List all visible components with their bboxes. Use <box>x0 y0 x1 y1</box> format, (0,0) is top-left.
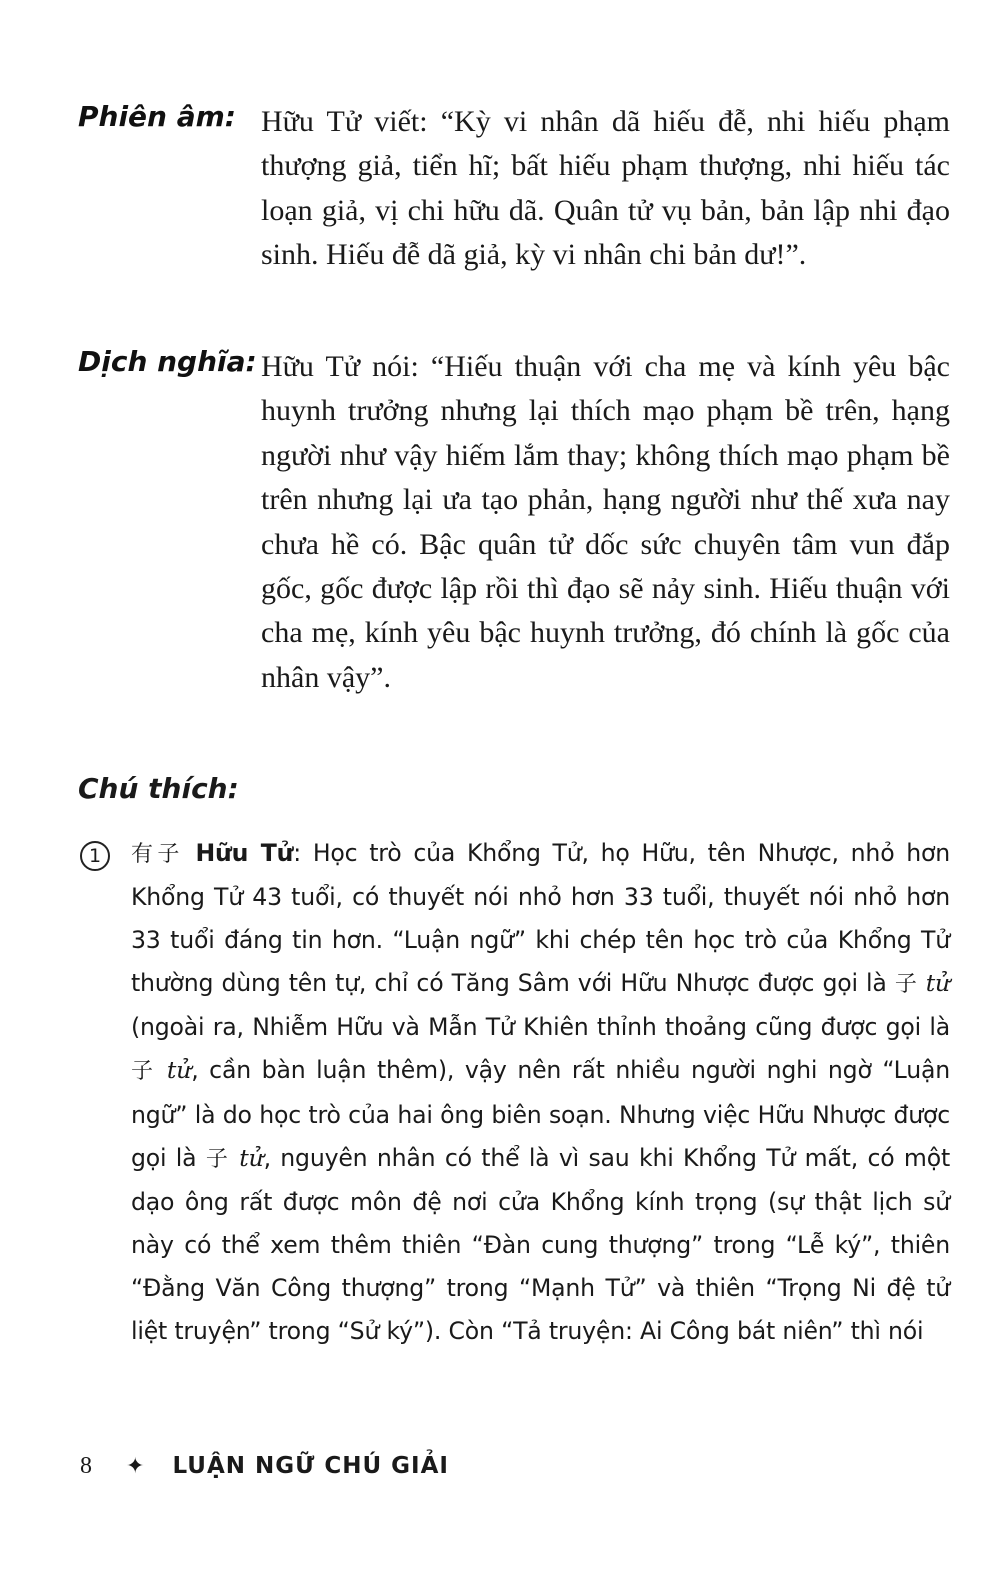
term-tu-italic: tử <box>166 1056 192 1085</box>
term-huu-tu: Hữu Tử <box>195 839 294 867</box>
han-character-zi: 子 <box>205 1146 230 1172</box>
footnote-number-circle: 1 <box>80 841 110 871</box>
dich-nghia-label: Dịch nghĩa: <box>78 345 257 378</box>
footnote-part-3: , cần bàn luận thêm), vậy nên rất nhiều người nghi ngờ “Luận ngữ” là do học trò của hai ông biên soạn. Nhưng việc Hữu Nhược được gọi là <box>131 1056 950 1172</box>
footnote-part-1: : Học trò của Khổng Tử, họ Hữu, tên Nhược, nhỏ hơn Khổng Tử 43 tuổi, có thuyết nói nhỏ hơn 33 tuổi, thuyết nói nhỏ hơn 33 tuổi đáng tin hơn. “Luận ngữ” khi chép tên học trò của Khổng Tử thường dùng tên tự, chỉ có Tăng Sâm với Hữu Nhược được gọi là <box>131 839 950 998</box>
phien-am-label: Phiên âm: <box>78 100 236 133</box>
phien-am-text: Hữu Tử viết: “Kỳ vi nhân dã hiếu đễ, nhi hiếu phạm thượng giả, tiển hĩ; bất hiếu phạm thượng, nhi hiếu tác loạn giả, vị chi hữu dã. Quân tử vụ bản, bản lập nhi đạo sinh. Hiếu đễ dã giả, kỳ vi nhân chi bản dư!”. <box>261 105 950 272</box>
han-characters-huu-tu: 有子 <box>131 842 184 867</box>
chu-thich-heading: Chú thích: <box>78 772 239 805</box>
footnote-part-2: (ngoài ra, Nhiễm Hữu và Mẫn Tử Khiên thỉnh thoảng cũng được gọi là <box>131 1013 950 1042</box>
term-tu-italic: tử <box>239 1143 264 1172</box>
dich-nghia-text: Hữu Tử nói: “Hiếu thuận với cha mẹ và kính yêu bậc huynh trưởng nhưng lại thích mạo phạm bề trên, hạng người như vậy hiếm lắm thay; không thích mạo phạm bề trên nhưng lại ưa tạo phản, hạng người như thế xưa nay chưa hề có. Bậc quân tử dốc sức chuyên tâm vun đắp gốc, gốc được lập rồi thì đạo sẽ nảy sinh. Hiếu thuận với cha mẹ, kính yêu bậc huynh trưởng, đó chính là gốc của nhân vậy”. <box>261 350 950 694</box>
han-character-zi: 子 <box>131 1059 157 1085</box>
page-footer <box>80 1446 449 1486</box>
running-title: LUẬN NGỮ CHÚ GIẢI <box>172 1453 449 1479</box>
term-tu-italic: tử <box>925 969 950 998</box>
han-character-zi: 子 <box>894 972 918 998</box>
footnote-text <box>131 832 950 1353</box>
page-number: 8 <box>80 1452 92 1479</box>
footnote-part-4: , nguyên nhân có thể là vì sau khi Khổng Tử mất, có một dạo ông rất được môn đệ nơi cửa Khổng kính trọng (sự thật lịch sử này có thể xem thêm thiên “Đàn cung thượng” trong “Lễ ký”, thiên “Đằng Văn Công thượng” trong “Mạnh Tử” và thiên “Trọng Ni đệ tử liệt truyện” trong “Sử ký”). Còn “Tả truyện: Ai Công bát niên” thì nói <box>131 1143 950 1346</box>
star-ornament-icon: ✦ <box>126 1453 145 1479</box>
